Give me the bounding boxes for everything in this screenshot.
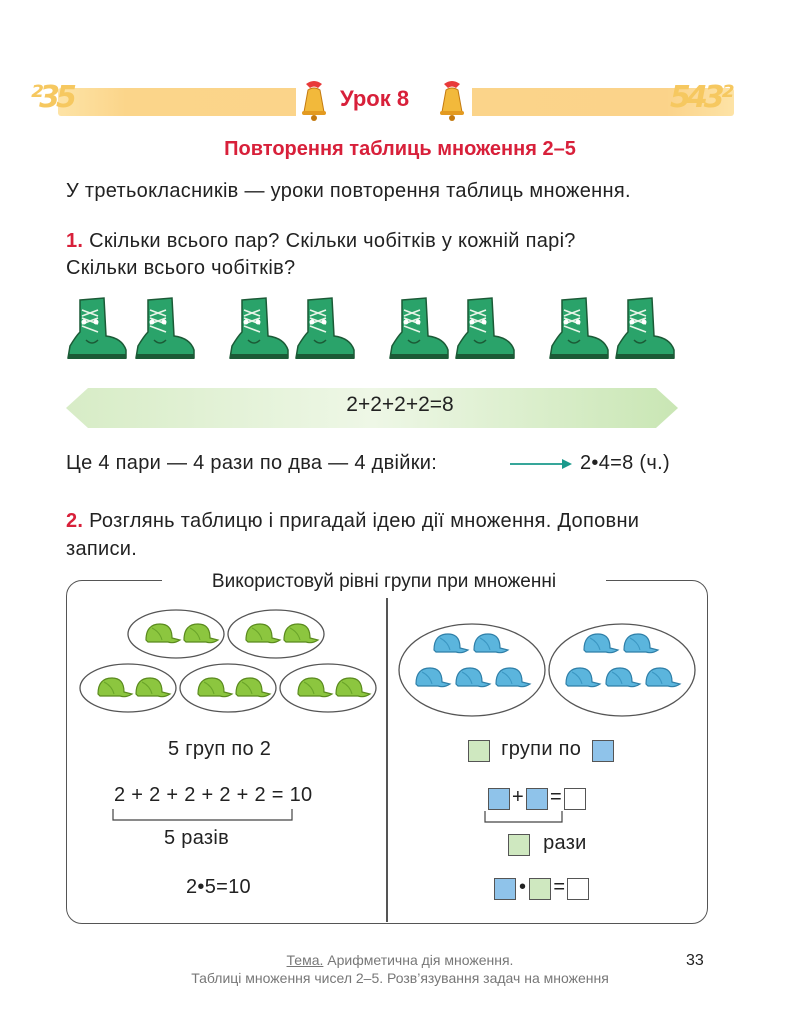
- groups-count-box[interactable]: [468, 740, 490, 762]
- arrow-right-icon: [508, 456, 574, 472]
- lesson-title: Урок 8: [340, 86, 410, 111]
- boot-pair-2: [230, 298, 354, 359]
- product-factor-1-box[interactable]: [494, 878, 516, 900]
- task2-line2: записи.: [66, 538, 138, 560]
- bell-icon: [296, 80, 332, 122]
- footer-subtopic: Таблиці множення чисел 2–5. Розв’язування задач на множення: [191, 970, 609, 986]
- bracket: [484, 810, 564, 824]
- boots-illustration: [66, 296, 686, 364]
- sum-row: [488, 786, 586, 810]
- groups-per-text: групи по: [501, 738, 582, 760]
- sum-term-2-box[interactable]: [526, 788, 548, 810]
- footer-topic: [0, 952, 800, 968]
- sum-equation: 2+2+2+2=8: [346, 393, 454, 416]
- left-times-text: 5 разів: [164, 827, 230, 849]
- task2-instruction: Розглянь таблицю і пригадай ідею дії множення. Доповни: [89, 510, 640, 532]
- equals-sign: =: [549, 786, 562, 808]
- left-sum-equation: 2 + 2 + 2 + 2 + 2 = 10: [114, 784, 313, 806]
- footer-topic-text: Арифметична дія множення.: [327, 952, 514, 968]
- task1-conclusion: Це 4 пари — 4 рази по два — 4 двійки:: [66, 452, 438, 474]
- cap-group-5: [280, 664, 376, 712]
- product-equals-sign: =: [553, 876, 566, 898]
- task1-number: 1.: [66, 230, 84, 252]
- sum-result-box[interactable]: [564, 788, 586, 810]
- product-factor-2-box[interactable]: [529, 878, 551, 900]
- plus-sign: +: [512, 786, 524, 808]
- panel-divider: [386, 598, 388, 922]
- task1-line2: Скільки всього чобітків?: [66, 257, 296, 279]
- page-number: 33: [686, 952, 704, 969]
- times-count-box[interactable]: [508, 834, 530, 856]
- boot-pair-3: [390, 298, 514, 359]
- bracket: [112, 808, 294, 822]
- cap-group-4: [180, 664, 276, 712]
- task1-question: Скільки всього пар? Скільки чобітків у кожній парі?: [89, 230, 576, 252]
- cap-group-2: [228, 610, 324, 658]
- header-numbers-right: 543²: [670, 80, 730, 115]
- cap-group-1: [128, 610, 224, 658]
- panel-title: Використовуй рівні групи при множенні: [211, 571, 557, 592]
- product-equation: 2•4=8 (ч.): [580, 452, 670, 474]
- header-numbers-left: ²35: [30, 80, 73, 115]
- footer-topic-label: Тема.: [286, 952, 324, 968]
- green-caps-groups: [76, 608, 380, 718]
- blue-caps-groups: [398, 620, 698, 720]
- task2-number: 2.: [66, 510, 84, 532]
- times-text: рази: [543, 832, 587, 854]
- left-product-equation: 2•5=10: [186, 876, 251, 898]
- page-subtitle: Повторення таблиць множення 2–5: [224, 138, 576, 160]
- intro-text: У третьокласників — уроки повторення таблиць множення.: [66, 180, 631, 202]
- groups-row: [468, 738, 614, 762]
- left-groups-text: 5 груп по 2: [168, 738, 272, 760]
- cap-group-3: [80, 664, 176, 712]
- dot-sign: •: [519, 876, 527, 898]
- task2-line1: [66, 510, 639, 533]
- product-row: [494, 876, 589, 900]
- per-group-box[interactable]: [592, 740, 614, 762]
- product-result-box[interactable]: [567, 878, 589, 900]
- task1-line1: [66, 230, 576, 253]
- blue-cap-group-1: [399, 624, 545, 716]
- times-row: [508, 832, 587, 856]
- boot-pair-1: [68, 298, 194, 359]
- sum-term-1-box[interactable]: [488, 788, 510, 810]
- boot-pair-4: [550, 298, 674, 359]
- blue-cap-group-2: [549, 624, 695, 716]
- bell-icon: [434, 80, 470, 122]
